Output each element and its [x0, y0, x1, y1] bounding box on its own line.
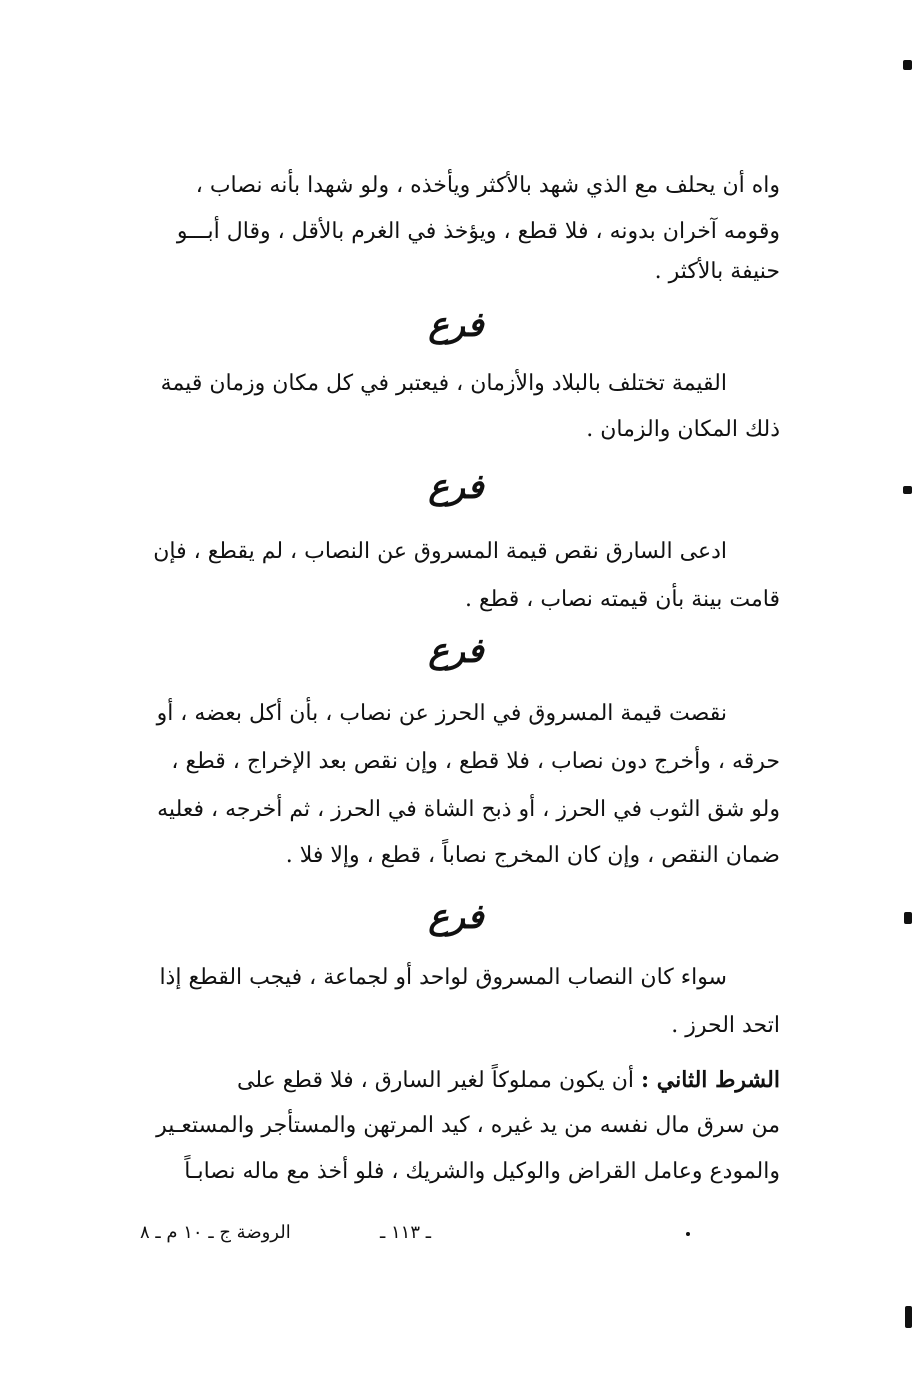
section-heading-2: فرع [428, 467, 484, 507]
paragraph-4-line-3: ولو شق الثوب في الحرز ، أو ذبح الشاة في الحرز ، ثم أخرجه ، فعليه [157, 797, 780, 822]
scan-edge-mark [903, 60, 912, 70]
paragraph-3-line-1: ادعى السارق نقص قيمة المسروق عن النصاب ، لم يقطع ، فإن [153, 539, 727, 564]
section-heading-4: فرع [428, 897, 484, 937]
scan-edge-mark [904, 912, 912, 924]
page-number: ـ ١١٣ ـ [380, 1222, 432, 1243]
paragraph-6-line-3: والمودع وعامل القراض والوكيل والشريك ، فلو أخذ مع ماله نصابـاً [184, 1159, 780, 1184]
paragraph-6-line-1 [237, 1060, 780, 1100]
paragraph-1-line-3: حنيفة بالأكثر . [654, 259, 780, 284]
signature-mark: الروضة ج ـ ١٠ م ـ ٨ [140, 1222, 291, 1243]
paragraph-1-line-2: وقومه آخران بدونه ، فلا قطع ، ويؤخذ في الغرم بالأقل ، وقال أبـــو [176, 219, 780, 244]
paragraph-4-line-1: نقصت قيمة المسروق في الحرز عن نصاب ، بأن أكل بعضه ، أو [156, 701, 727, 726]
paragraph-1-line-1: واه أن يحلف مع الذي شهد بالأكثر ويأخذه ، ولو شهدا بأنه نصاب ، [195, 173, 780, 198]
paragraph-5-line-1: سواء كان النصاب المسروق لواحد أو لجماعة ، فيجب القطع إذا [159, 965, 727, 990]
paragraph-4-line-4: ضمان النقص ، وإن كان المخرج نصاباً ، قطع ، وإلا فلا . [285, 843, 780, 868]
paragraph-3-line-2: قامت بينة بأن قيمته نصاب ، قطع . [464, 587, 780, 612]
scan-edge-mark [905, 1306, 912, 1328]
section-heading-3: فرع [428, 631, 484, 671]
scan-edge-mark [903, 486, 912, 494]
paragraph-6-line-2: من سرق مال نفسه من يد غيره ، كيد المرتهن والمستأجر والمستعـير [156, 1113, 780, 1138]
condition-heading: الشرط الثاني : [641, 1067, 780, 1093]
paragraph-6-line-1-text: أن يكون مملوكاً لغير السارق ، فلا قطع على [236, 1068, 642, 1093]
paragraph-4-line-2: حرقه ، وأخرج دون نصاب ، فلا قطع ، وإن نقص بعد الإخراج ، قطع ، [171, 749, 780, 774]
paragraph-2-line-1: القيمة تختلف بالبلاد والأزمان ، فيعتبر في كل مكان وزمان قيمة [160, 371, 727, 396]
footer-dot [686, 1232, 690, 1236]
paragraph-2-line-2: ذلك المكان والزمان . [586, 417, 780, 442]
section-heading-1: فرع [428, 305, 484, 345]
paragraph-5-line-2: اتحد الحرز . [671, 1013, 780, 1038]
